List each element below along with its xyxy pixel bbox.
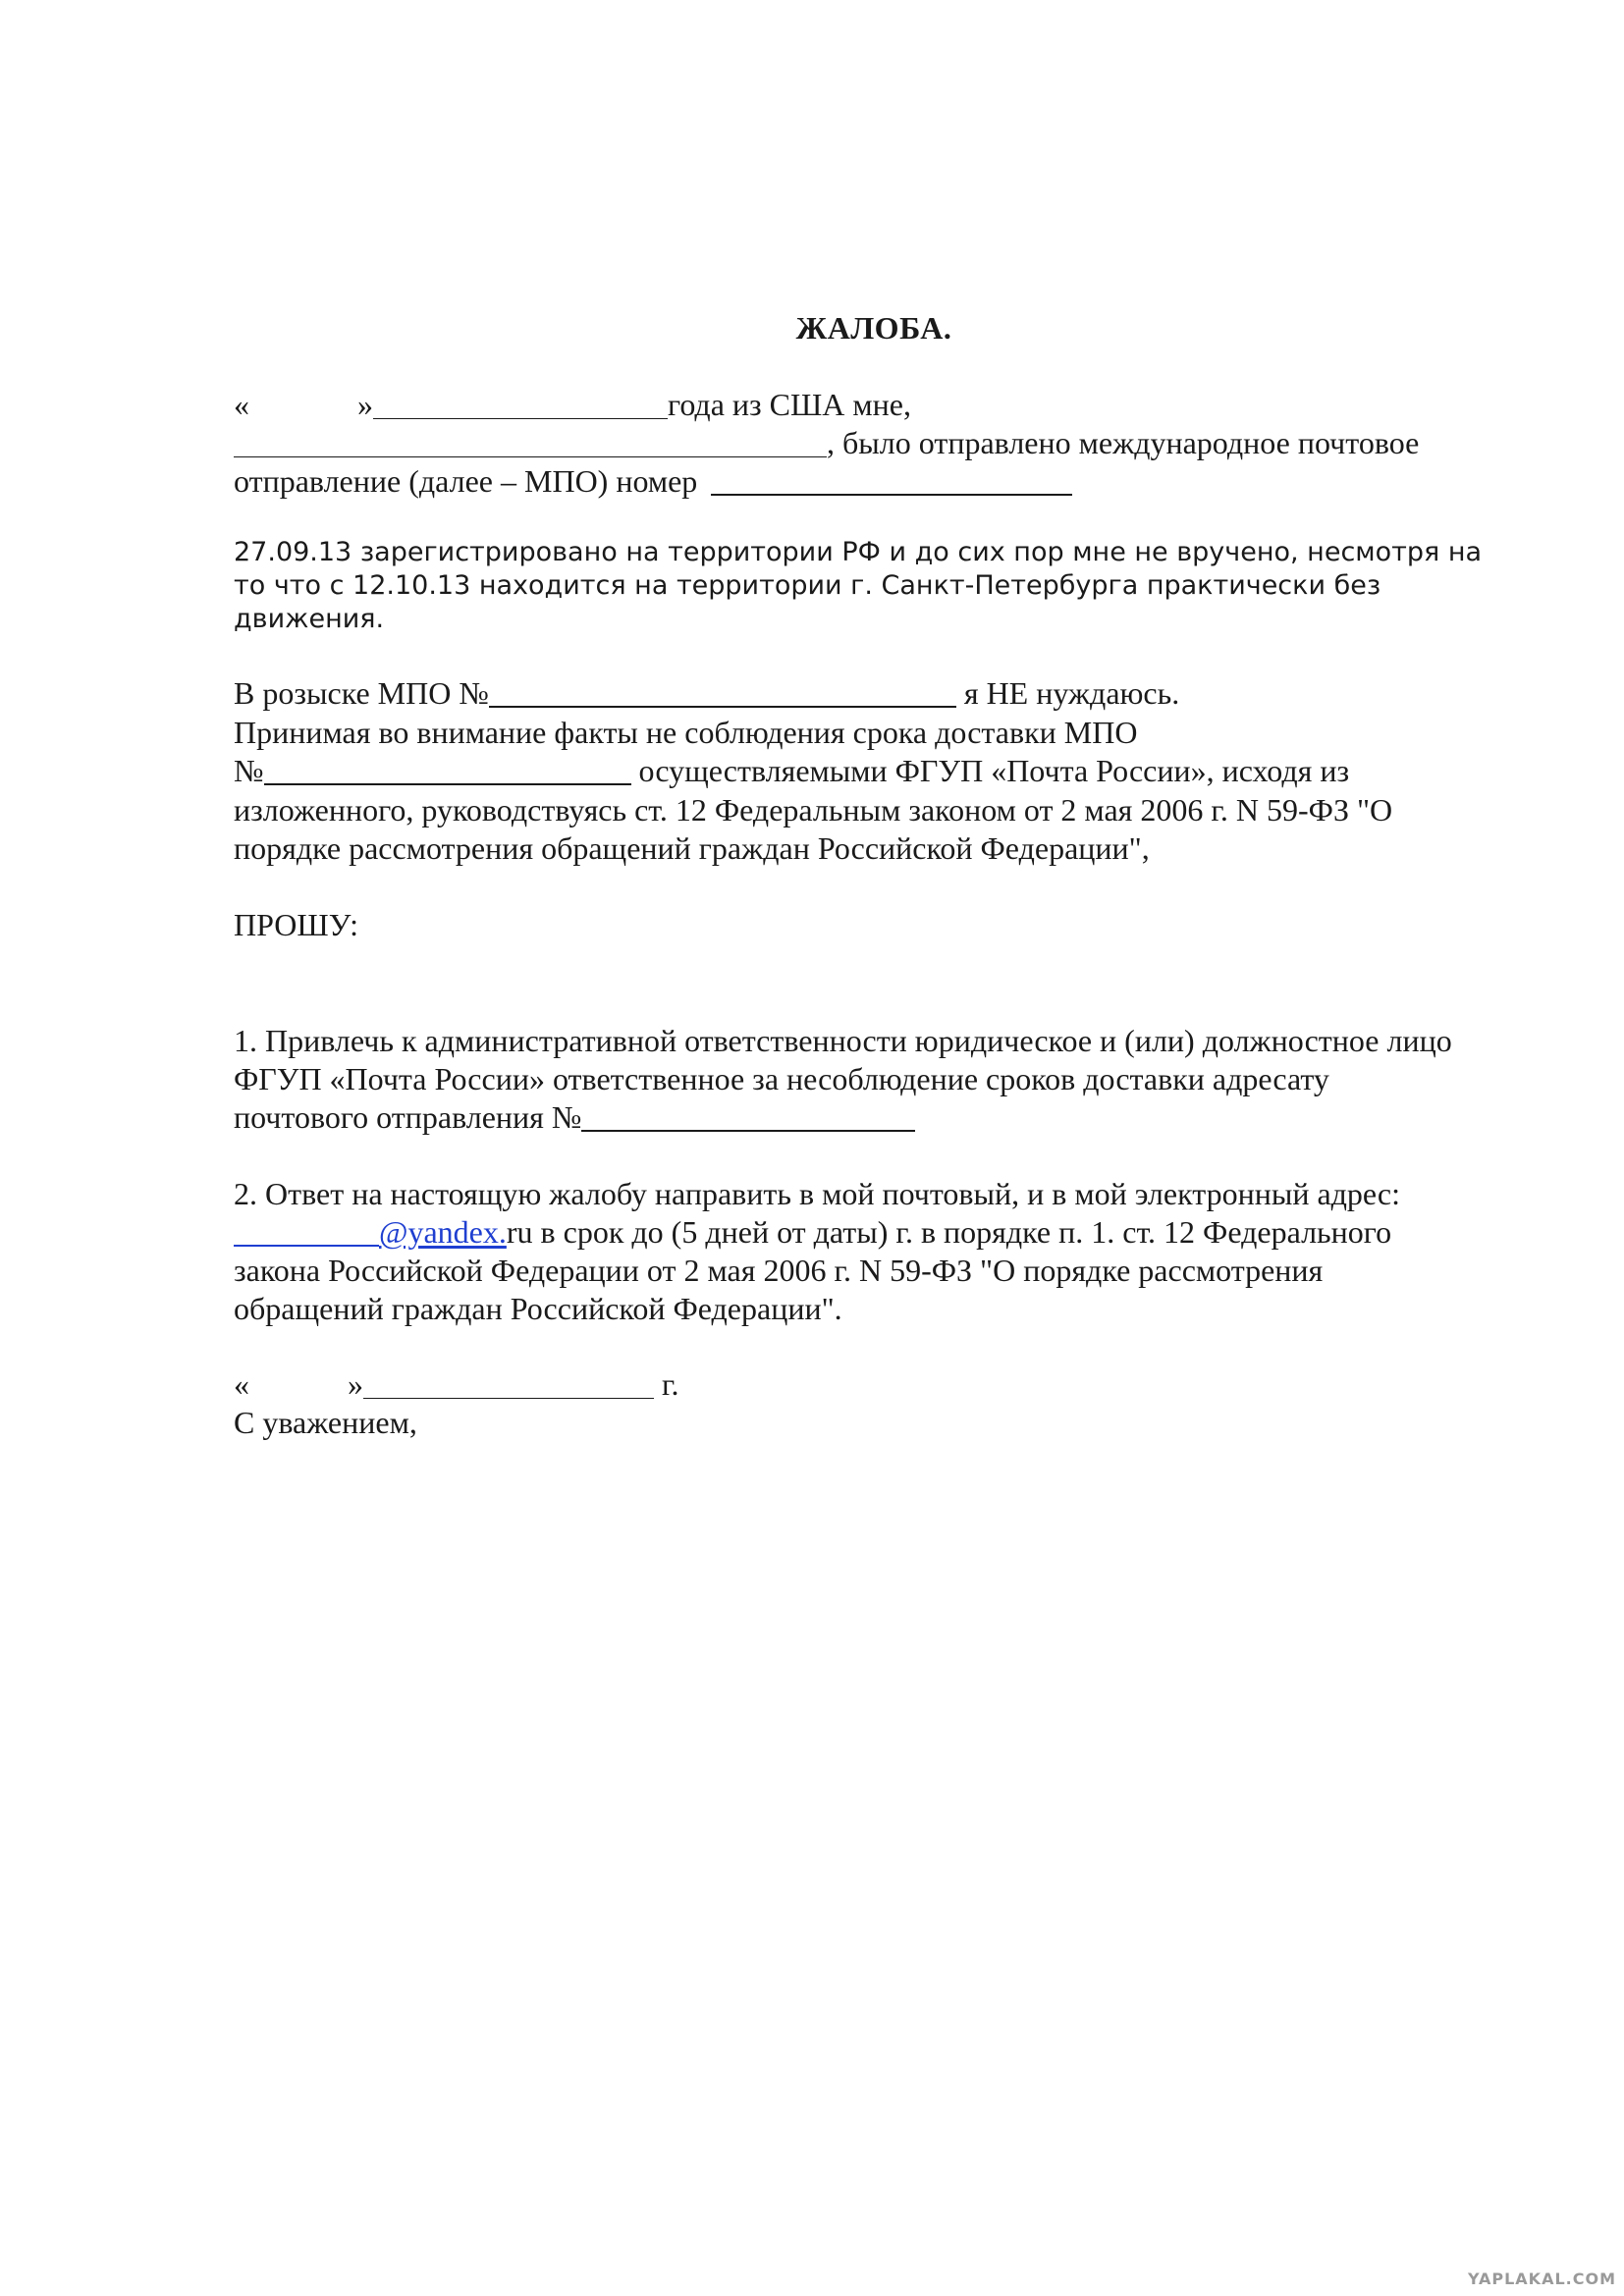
search-suffix: я НЕ нуждаюсь. bbox=[955, 675, 1180, 711]
item-1-line-2: ФГУП «Почта России» ответственное за несоблюдение сроков доставки адресату bbox=[234, 1061, 1329, 1096]
intro-line-2-suffix: , было отправлено международное почтовое bbox=[827, 425, 1420, 460]
request-heading: ПРОШУ: bbox=[234, 907, 359, 942]
closing-date-blank bbox=[363, 1372, 654, 1399]
considering-line-3: изложенного, руководствуясь ст. 12 Федеральным законом от 2 мая 2006 г. N 59-ФЗ "О bbox=[234, 792, 1393, 828]
considering-number-sign: № bbox=[234, 753, 264, 788]
status-line-3: движения. bbox=[234, 604, 385, 634]
intro-line-3 bbox=[234, 461, 1510, 501]
item-2-line-4: обращений граждан Российской Федерации". bbox=[234, 1291, 842, 1326]
considering-line-2-suffix: осуществляемыми ФГУП «Почта России», исходя из bbox=[630, 753, 1350, 788]
status-line-1: 27.09.13 зарегистрировано на территории РФ и до сих пор мне не вручено, несмотря на bbox=[234, 537, 1483, 567]
item-2-line-1: 2. Ответ на настоящую жалобу направить в мой почтовый, и в мой электронный адрес: bbox=[234, 1176, 1401, 1211]
considering-line-2 bbox=[234, 751, 1510, 790]
date-blank bbox=[373, 393, 668, 419]
email-link[interactable]: @yandex. bbox=[379, 1214, 507, 1250]
search-prefix: В розыске МПО № bbox=[234, 675, 489, 711]
mpo-number-blank bbox=[711, 468, 1072, 496]
site-watermark: YAPLAKAL.COM bbox=[1467, 2269, 1616, 2288]
item-1-line-1: 1. Привлечь к административной ответственности юридическое и (или) должностное лицо bbox=[234, 1023, 1452, 1058]
document-title: ЖАЛОБА. bbox=[795, 310, 952, 346]
closing-year-suffix: г. bbox=[654, 1366, 679, 1402]
search-line bbox=[234, 673, 1510, 713]
status-line-2: то что с 12.10.13 находится на территории г. Санкт-Петербурга практически без bbox=[234, 570, 1381, 601]
closing-quote-close: » bbox=[348, 1366, 363, 1402]
quote-open: « bbox=[234, 387, 249, 422]
closing-quote-open: « bbox=[234, 1366, 249, 1402]
intro-line-1-suffix: года из США мне, bbox=[668, 387, 911, 422]
search-number-blank bbox=[489, 680, 956, 708]
item-1-line-3 bbox=[234, 1097, 1510, 1137]
intro-line-2 bbox=[234, 423, 1510, 462]
closing-date-line bbox=[234, 1364, 1510, 1404]
closing-regards: С уважением, bbox=[234, 1405, 417, 1440]
quote-close: » bbox=[357, 387, 373, 422]
item-1-number-blank bbox=[581, 1104, 915, 1132]
considering-line-4: порядке рассмотрения обращений граждан Российской Федерации", bbox=[234, 830, 1150, 866]
intro-line-1 bbox=[234, 385, 1510, 424]
item-2-line-2 bbox=[234, 1212, 1510, 1252]
item-2-line-3: закона Российской Федерации от 2 мая 2006 г. N 59-ФЗ "О порядке рассмотрения bbox=[234, 1253, 1324, 1288]
item-1-line-3-prefix: почтового отправления № bbox=[234, 1099, 582, 1135]
item-2-line-2-suffix: ru в срок до (5 дней от даты) г. в порядке п. 1. ст. 12 Федерального bbox=[506, 1214, 1392, 1250]
considering-number-blank bbox=[264, 758, 631, 785]
intro-line-3-text: отправление (далее – МПО) номер bbox=[234, 463, 698, 499]
considering-line-1: Принимая во внимание факты не соблюдения срока доставки МПО bbox=[234, 715, 1138, 750]
sender-blank bbox=[234, 431, 827, 457]
email-username-blank bbox=[234, 1219, 379, 1247]
